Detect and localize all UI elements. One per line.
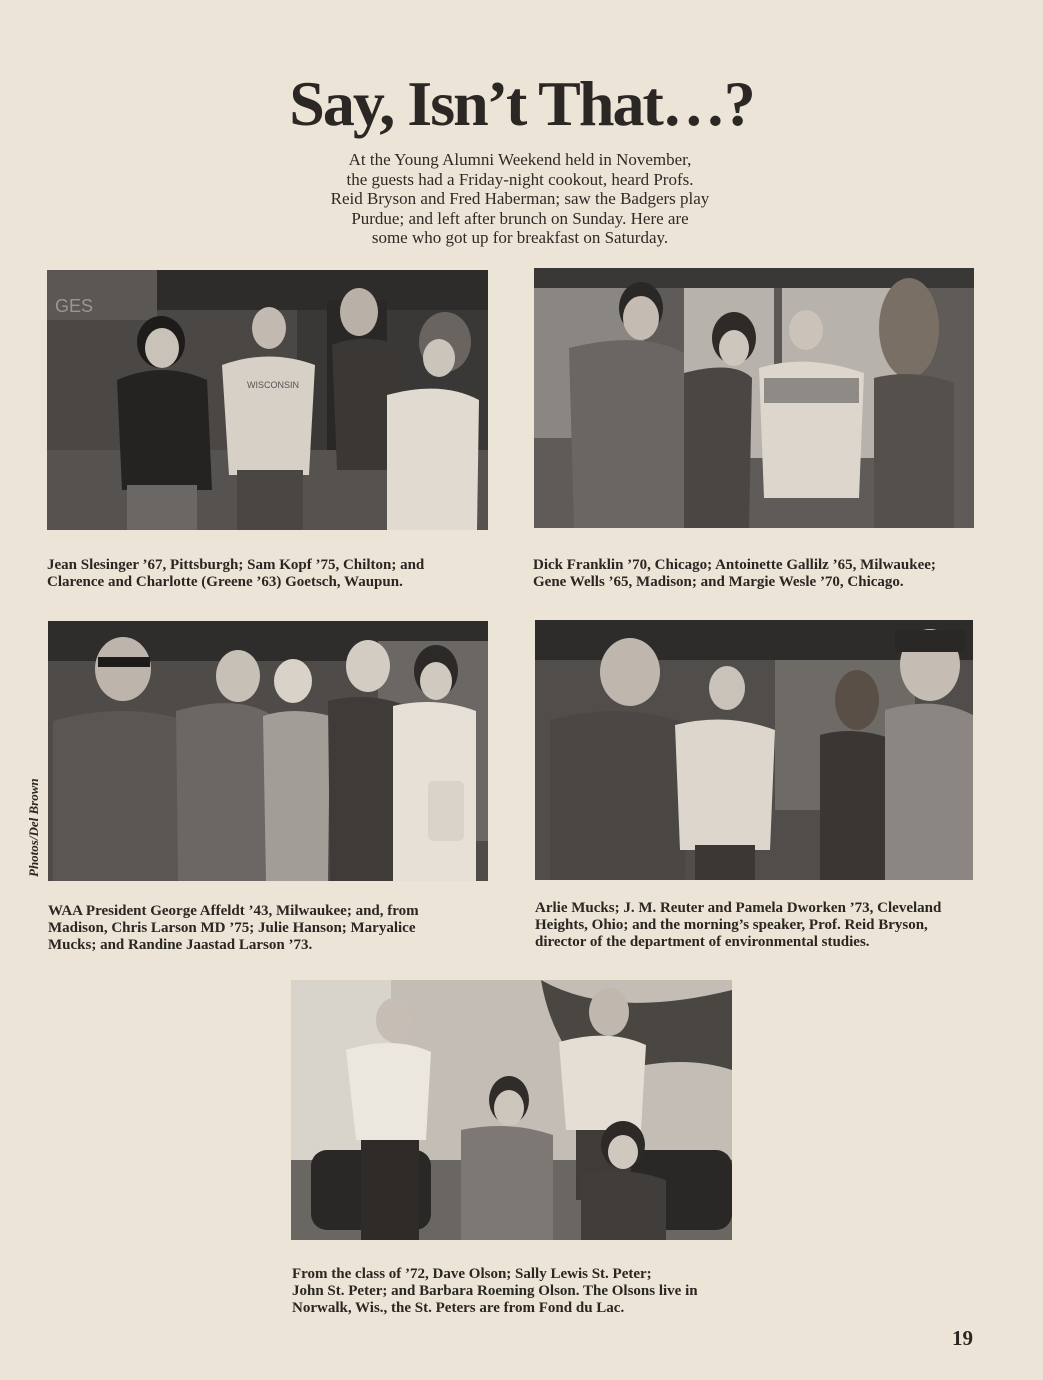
photo-caption-1: [47, 557, 424, 591]
caption-line: Jean Slesinger ’67, Pittsburgh; Sam Kopf ’75, Chilton; and: [47, 557, 425, 573]
caption-line: Mucks; and Randine Jaastad Larson ’73.: [48, 937, 313, 953]
page-title: Say, Isn’t That…?: [289, 68, 754, 139]
shirt-text: WISCONSIN: [247, 380, 300, 390]
photo-group-5: [291, 980, 732, 1240]
photo-caption-3: [48, 903, 419, 954]
caption-line: Clarence and Charlotte (Greene ’63) Goetsch, Waupun.: [47, 574, 403, 590]
wall-sign-text: GES: [55, 296, 94, 316]
page-number: 19: [952, 1326, 973, 1350]
caption-line: Heights, Ohio; and the morning’s speaker, Prof. Reid Bryson,: [535, 917, 928, 933]
intro-line: Purdue; and left after brunch on Sunday. Here are: [351, 208, 689, 228]
caption-line: WAA President George Affeldt ’43, Milwaukee; and, from: [48, 903, 419, 919]
caption-line: From the class of ’72, Dave Olson; Sally Lewis St. Peter;: [292, 1266, 652, 1282]
caption-line: Norwalk, Wis., the St. Peters are from Fond du Lac.: [292, 1300, 625, 1316]
caption-line: Dick Franklin ’70, Chicago; Antoinette Gallilz ’65, Milwaukee;: [533, 557, 936, 573]
photo-caption-2: [533, 557, 936, 591]
photo-credit: Photos/Del Brown: [26, 778, 41, 877]
intro-line: some who got up for breakfast on Saturday.: [371, 228, 669, 247]
caption-line: director of the department of environmental studies.: [535, 934, 870, 950]
intro-line: Reid Bryson and Fred Haberman; saw the Badgers play: [330, 189, 710, 208]
caption-line: Madison, Chris Larson MD ’75; Julie Hanson; Maryalice: [48, 920, 416, 936]
photo-caption-5: [292, 1266, 698, 1317]
photo-group-3: [48, 621, 488, 881]
caption-line: Arlie Mucks; J. M. Reuter and Pamela Dworken ’73, Cleveland: [535, 900, 942, 916]
caption-line: John St. Peter; and Barbara Roeming Olson. The Olsons live in: [292, 1283, 698, 1299]
photo-caption-4: [535, 900, 941, 951]
photo-group-2: [534, 268, 974, 528]
intro-paragraph: [290, 150, 750, 248]
intro-line: At the Young Alumni Weekend held in November,: [348, 150, 692, 169]
intro-line: the guests had a Friday-night cookout, heard Profs.: [346, 169, 694, 189]
photo-group-1: [47, 270, 488, 530]
caption-line: Gene Wells ’65, Madison; and Margie Wesle ’70, Chicago.: [533, 574, 904, 590]
photo-group-4: [535, 620, 973, 880]
